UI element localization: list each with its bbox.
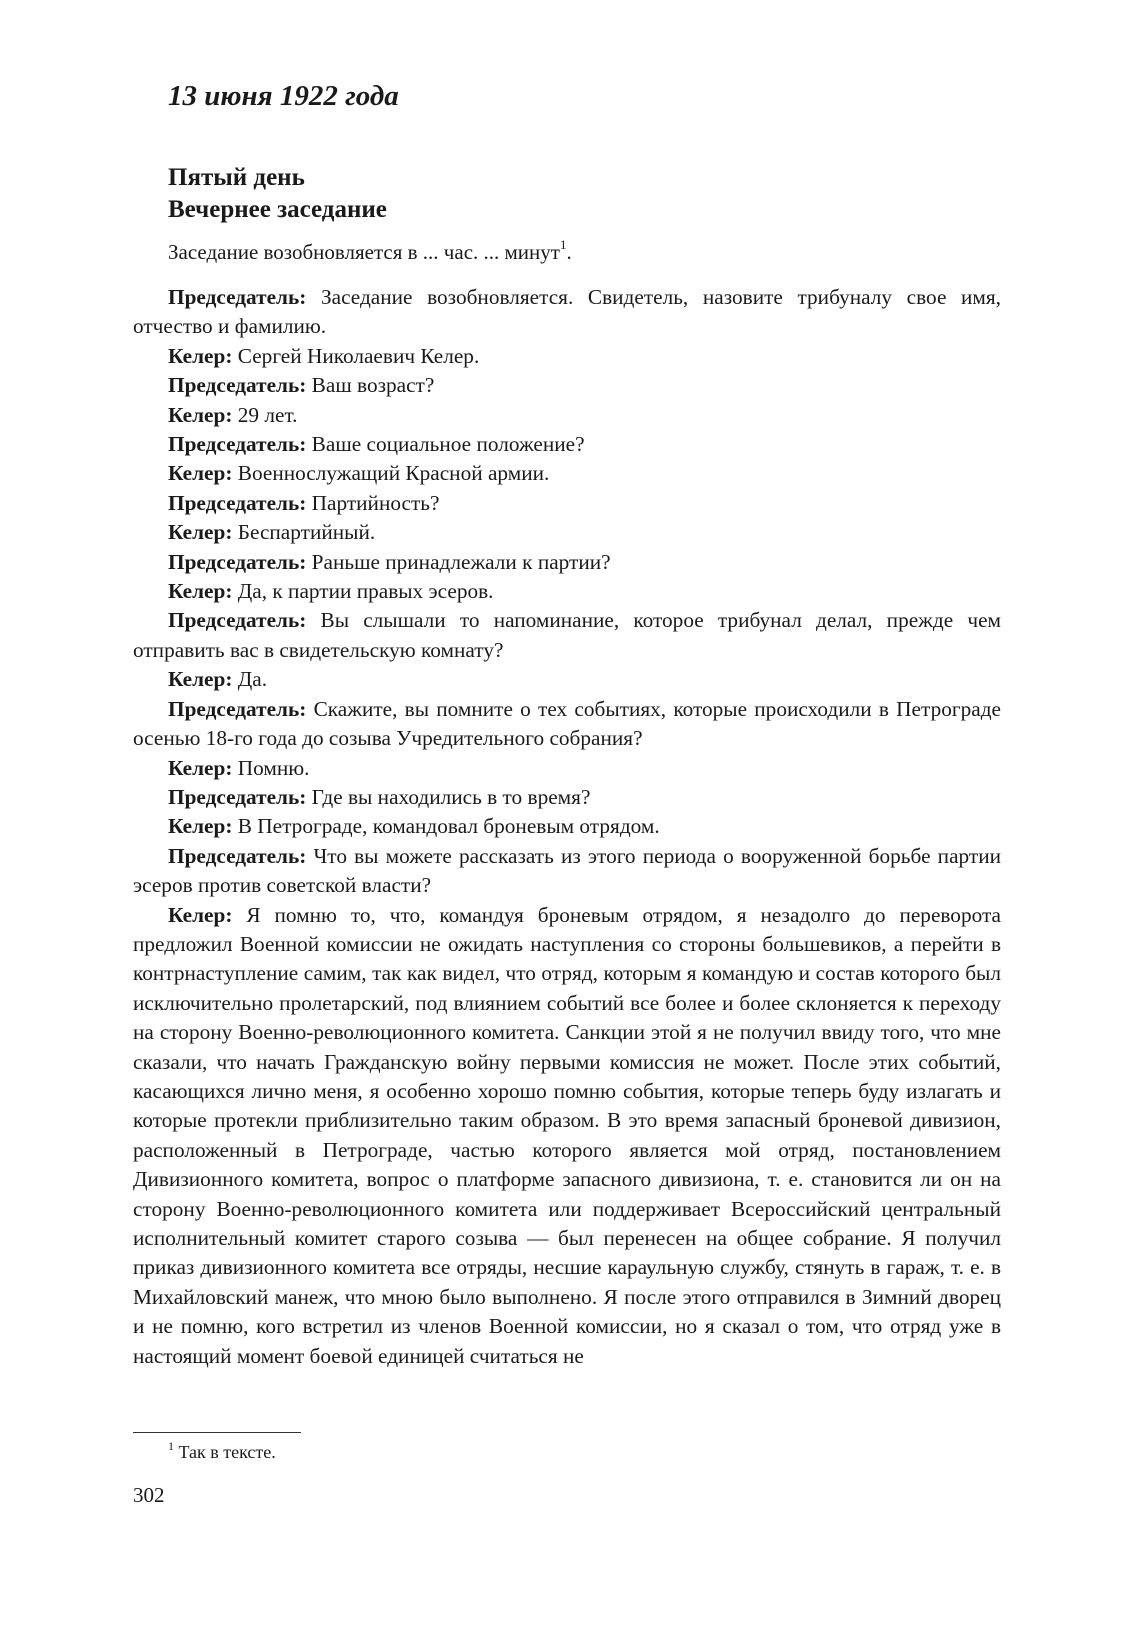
transcript-entry: [133, 783, 1001, 812]
speaker-name: Председатель:: [168, 432, 307, 457]
footnote-text: Так в тексте.: [178, 1442, 276, 1462]
speech-text: Раньше принадлежали к партии?: [311, 549, 611, 574]
transcript-entry: [133, 518, 1001, 547]
speaker-name: Председатель:: [168, 549, 307, 574]
transcript-entry: [133, 754, 1001, 783]
speech-text: В Петрограде, командовал броневым отрядом.: [237, 814, 660, 839]
transcript-entry: [133, 606, 1001, 665]
speech-text: Партийность?: [311, 490, 440, 515]
speaker-name: Председатель:: [168, 490, 307, 515]
speech-text: Да.: [237, 667, 268, 692]
date-heading: 13 июня 1922 года: [168, 80, 399, 112]
speaker-name: Келер:: [168, 667, 233, 692]
speaker-name: Келер:: [168, 402, 233, 427]
transcript-entry: [133, 371, 1001, 400]
transcript-entry: [133, 695, 1001, 754]
speech-text: Военнослужащий Красной армии.: [237, 461, 550, 486]
transcript-entry: [133, 577, 1001, 606]
speaker-name: Председатель:: [168, 696, 307, 721]
speaker-name: Келер:: [168, 755, 233, 780]
footnote-divider: [133, 1432, 301, 1433]
speaker-name: Келер:: [168, 579, 233, 604]
footnote-ref[interactable]: 1: [559, 237, 567, 252]
speech-text: Ваше социальное положение?: [311, 432, 585, 457]
speech-text: Я помню то, что, командуя броневым отрядом, я незадолго до переворота предложил Военной комиссии не ожидать наступления со стороны большевиков, а перейти в контрнаступление самим, так как видел, что отряд, которым я командую и состав которого был исключительно пролетарский, под влиянием событий все более и более склоняется к переходу на сторону Военно-революционного комитета. Санкции этой я не получил ввиду того, что мне сказали, что начать Гражданскую войну первыми комиссия не может. После этих событий, касающихся лично меня, я особенно хорошо помню события, которые теперь буду излагать и которые протекли приблизительно таким образом. В это время запасный броневой дивизион, расположенный в Петрограде, частью которого является мой отряд, постановлением Дивизионного комитета, вопрос о платформе запасного дивизиона, т. е. становится ли он на сторону Военно-революционного комитета или поддерживает Всероссийский центральный исполнительный комитет старого созыва — был перенесен на общее собрание. Я получил приказ дивизионного комитета все отряды, несшие караульную службу, стянуть в гараж, т. е. в Михайловский манеж, что мною было выполнено. Я после этого отправился в Зимний дворец и не помню, кого встретил из членов Военной комиссии, но я сказал о том, что отряд уже в настоящий момент боевой единицей считаться не: [133, 902, 1001, 1368]
transcript-entry: [133, 459, 1001, 488]
footnote: [168, 1439, 276, 1463]
speaker-name: Председатель:: [168, 373, 307, 398]
section-title: Пятый день: [168, 164, 305, 191]
speech-text: Где вы находились в то время?: [311, 784, 591, 809]
transcript-entry: [133, 430, 1001, 459]
speaker-name: Келер:: [168, 902, 233, 927]
transcript-entry: [133, 489, 1001, 518]
resumption-note: Заседание возобновляется в ... час. ... минут$^1$.: [168, 237, 572, 264]
transcript-entry: [133, 342, 1001, 371]
speaker-name: Председатель:: [168, 285, 307, 309]
transcript-entry: [133, 901, 1001, 1372]
speaker-name: Келер:: [168, 814, 233, 839]
speech-text: Беспартийный.: [237, 520, 376, 545]
speech-text: Заседание возобновляется. Свидетель, назовите трибуналу свое имя, отчество и фамилию.: [133, 285, 1002, 339]
transcript-entry: [133, 812, 1001, 841]
speaker-name: Председатель:: [168, 608, 307, 633]
transcript-entry: [133, 842, 1001, 901]
speech-text: Скажите, вы помните о тех событиях, которые происходили в Петрограде осенью 18-го года до созыва Учредительного собрания?: [133, 696, 1002, 751]
page-number: 302: [133, 1483, 165, 1507]
speech-text: Вы слышали то напоминание, которое трибунал делал, прежде чем отправить вас в свидетельскую комнату?: [133, 608, 1002, 662]
transcript-entry: [133, 283, 1001, 342]
speech-text: Помню.: [237, 755, 310, 780]
speaker-name: Председатель:: [168, 843, 307, 868]
speech-text: Сергей Николаевич Келер.: [237, 343, 480, 368]
speech-text: 29 лет.: [237, 402, 298, 427]
speaker-name: Келер:: [168, 520, 233, 545]
speaker-name: Председатель:: [168, 784, 307, 809]
transcript: [133, 283, 1001, 1371]
transcript-entry: [133, 401, 1001, 430]
speaker-name: Келер:: [168, 343, 233, 368]
speech-text: Ваш возраст?: [311, 373, 435, 398]
transcript-entry: [133, 665, 1001, 694]
speech-text: Да, к партии правых эсеров.: [237, 579, 494, 604]
speaker-name: Келер:: [168, 461, 233, 486]
resumption-note-text: Заседание возобновляется в ... час. ... минут: [168, 240, 560, 264]
section-subtitle: Вечернее заседание: [168, 196, 387, 223]
speech-text: Что вы можете рассказать из этого периода о вооруженной борьбе партии эсеров против советской власти?: [133, 843, 1001, 898]
footnote-number: 1: [168, 1439, 174, 1453]
transcript-entry: [133, 548, 1001, 577]
